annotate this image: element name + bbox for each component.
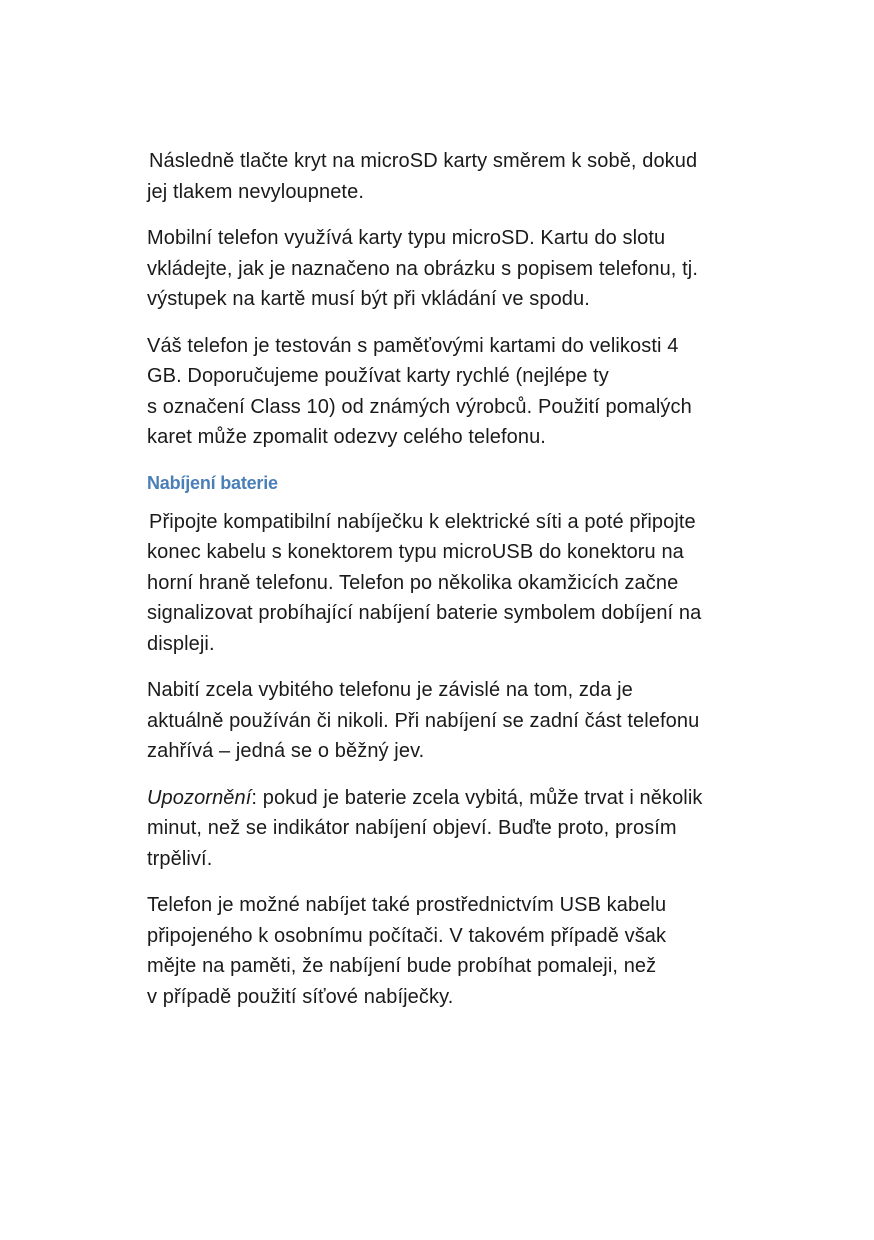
text-line: připojeného k osobnímu počítači. V takovém případě však bbox=[147, 924, 667, 947]
text-line: GB. Doporučujeme používat karty rychlé (nejlépe ty bbox=[147, 365, 609, 387]
section-heading-charging: Nabíjení baterie bbox=[147, 472, 278, 493]
text-line: zahřívá – jedná se o běžný jev. bbox=[147, 740, 425, 762]
text-line: mějte na paměti, že nabíjení bude probíhat pomaleji, než bbox=[147, 955, 657, 977]
paragraph-memory-cards bbox=[147, 331, 737, 453]
text-line: Následně tlačte kryt na microSD karty směrem k sobě, dokud bbox=[149, 150, 698, 172]
text-line: horní hraně telefonu. Telefon po několika okamžicích začne bbox=[147, 571, 679, 594]
text-line: vkládejte, jak je naznačeno na obrázku s popisem telefonu, tj. bbox=[147, 257, 698, 280]
text-line: karet může zpomalit odezvy celého telefonu. bbox=[147, 426, 546, 448]
paragraph-usb-charging bbox=[147, 890, 737, 1012]
warning-label: Upozornění bbox=[147, 786, 252, 809]
text-line: Nabití zcela vybitého telefonu je závislé na tom, zda je bbox=[147, 679, 633, 701]
text-line: s označení Class 10) od známých výrobců. Použití pomalých bbox=[147, 395, 692, 418]
paragraph-charging-heat bbox=[147, 675, 737, 767]
paragraph-microsd-type bbox=[147, 223, 737, 315]
text-line: aktuálně používán či nikoli. Při nabíjení se zadní část telefonu bbox=[147, 709, 700, 732]
warning-line bbox=[147, 787, 702, 809]
text-line: Mobilní telefon využívá karty typu microSD. Kartu do slotu bbox=[147, 227, 666, 249]
warning-text: : pokud je baterie zcela vybitá, může trvat i několik bbox=[251, 786, 703, 809]
paragraph-warning bbox=[147, 783, 737, 875]
text-line: Telefon je možné nabíjet také prostřednictvím USB kabelu bbox=[147, 894, 667, 916]
text-line: signalizovat probíhající nabíjení baterie symbolem dobíjení na bbox=[147, 602, 702, 624]
paragraph-remove-microsd bbox=[147, 146, 737, 207]
paragraph-connect-charger bbox=[147, 507, 737, 660]
text-line: Připojte kompatibilní nabíječku k elektrické síti a poté připojte bbox=[149, 510, 696, 533]
text-line: Váš telefon je testován s paměťovými kartami do velikosti 4 bbox=[147, 334, 679, 357]
text-line: v případě použití síťové nabíječky. bbox=[147, 985, 454, 1008]
text-line: trpěliví. bbox=[147, 847, 213, 870]
text-line: displeji. bbox=[147, 632, 215, 655]
text-line: konec kabelu s konektorem typu microUSB do konektoru na bbox=[147, 541, 684, 563]
document-page bbox=[147, 146, 737, 1028]
text-line: jej tlakem nevyloupnete. bbox=[147, 180, 364, 203]
text-line: výstupek na kartě musí být při vkládání ve spodu. bbox=[147, 288, 590, 310]
text-line: minut, než se indikátor nabíjení objeví. Buďte proto, prosím bbox=[147, 817, 677, 839]
